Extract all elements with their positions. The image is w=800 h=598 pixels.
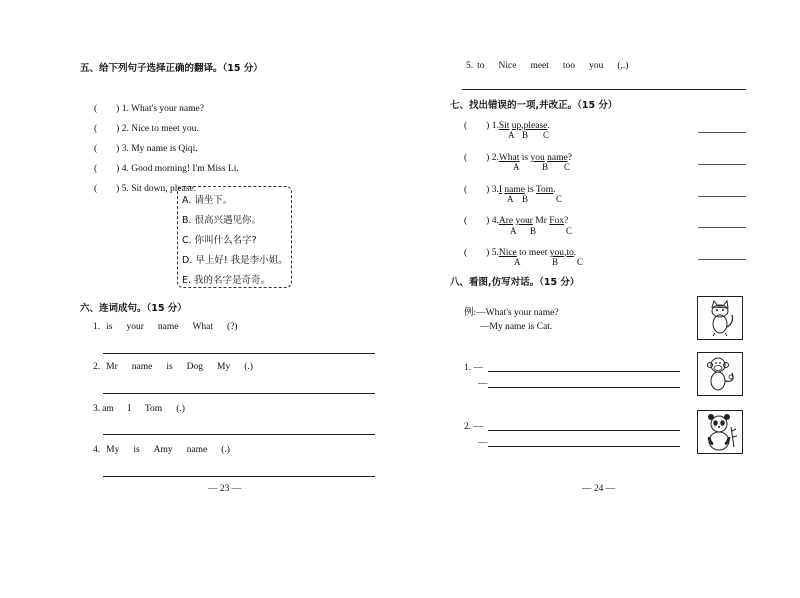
word: (,.) (617, 61, 629, 71)
sentence: 4. Good morning! I'm Miss Li. (121, 164, 239, 174)
option-a-text: I (498, 185, 502, 195)
letter-b: B (530, 226, 537, 236)
letter-a: A (507, 194, 514, 204)
s7-item-3 (464, 181, 556, 195)
s8-item-1-dash: — (478, 379, 488, 389)
section-8-title: 八、看图,仿写对话。（15 分） (450, 277, 580, 288)
word: your (126, 322, 144, 332)
word: My (106, 445, 120, 455)
letter-a: A (513, 162, 520, 172)
letter-c: C (577, 257, 584, 267)
option-b-text: your (515, 216, 533, 226)
answer-paren[interactable]: ( ) (464, 185, 490, 195)
word: (?) (227, 322, 238, 332)
plain-text: is (519, 153, 531, 163)
letter-c: C (566, 226, 573, 236)
word: is (106, 322, 113, 332)
word: is (166, 362, 173, 372)
panda-icon (698, 411, 742, 453)
s6-item-4 (93, 445, 244, 455)
answer-paren[interactable]: ( ) (94, 104, 120, 114)
word: My (217, 362, 231, 372)
option-c-text: please (523, 121, 548, 131)
answer-line-5[interactable] (462, 89, 746, 90)
section-5-title: 五、给下列句子选择正确的翻译。（15 分） (80, 63, 263, 74)
dialog-line-2b[interactable] (488, 446, 680, 447)
answer-paren[interactable]: ( ) (464, 248, 490, 258)
option-b-text: you (549, 248, 564, 258)
s7-item-2 (464, 149, 572, 163)
letter-c: C (543, 130, 550, 140)
s8-item-2-number: 2. — (464, 422, 483, 432)
option-a-text: Sit (498, 121, 510, 131)
word: you (589, 61, 604, 71)
option-a-text: Are (498, 216, 514, 226)
option-b-text: up (511, 121, 522, 131)
plain-text: , (521, 121, 524, 131)
answer-line-2[interactable] (103, 393, 375, 394)
section-7-title: 七、找出错误的一项,并改正。（15 分） (450, 100, 618, 111)
option-a-text: Nice (498, 248, 517, 258)
word: am (102, 404, 114, 414)
plain-text: . (547, 121, 550, 131)
monkey-picture (697, 352, 743, 396)
s6-item-3 (93, 404, 199, 414)
plain-text: Mr (532, 216, 550, 226)
word: Mr (106, 362, 118, 372)
letter-b: B (522, 194, 529, 204)
word: (.) (221, 445, 230, 455)
letter-a: A (510, 226, 517, 236)
item-number: 1. (491, 121, 499, 131)
word: name (157, 322, 179, 332)
word: I (127, 404, 131, 414)
plain-text: is (524, 185, 536, 195)
word: to (477, 61, 485, 71)
option-e: E. 我的名字是奇奇。 (182, 275, 271, 286)
item-number: 2. (491, 153, 499, 163)
example-question: 例:—What's your name? (464, 308, 559, 318)
s7-item-4 (464, 212, 568, 226)
s5-item-4 (94, 160, 239, 174)
dialog-line-1a[interactable] (488, 371, 680, 372)
s6-item-1 (93, 322, 252, 332)
plain-text: . (553, 185, 556, 195)
sentence: 5. Sit down, please. (121, 184, 197, 194)
answer-line-1[interactable] (103, 353, 375, 354)
answer-line-3[interactable] (103, 434, 375, 435)
letter-c: C (556, 194, 563, 204)
cat-picture (697, 296, 743, 340)
item-number: 4. (93, 445, 101, 455)
word: Amy (153, 445, 173, 455)
answer-paren[interactable]: ( ) (464, 121, 490, 131)
answer-paren[interactable]: ( ) (464, 153, 490, 163)
option-c-text: name (547, 153, 568, 163)
section-6-title: 六、连词成句。（15 分） (80, 303, 187, 314)
answer-paren[interactable]: ( ) (94, 184, 120, 194)
option-d: D. 早上好! 我是李小姐。 (182, 255, 288, 266)
s6-item-2 (93, 362, 267, 372)
answer-line-4[interactable] (103, 476, 375, 477)
word: Nice (498, 61, 517, 71)
cat-icon (698, 297, 742, 339)
option-b: B. 很高兴遇见你。 (182, 215, 262, 226)
panda-picture (697, 410, 743, 454)
sentence: 1. What's your name? (121, 104, 204, 114)
page-number-23: — 23 — (208, 484, 242, 494)
word: Dog (186, 362, 204, 372)
plain-text: ? (564, 216, 569, 226)
item-number: 5. (466, 61, 474, 71)
dialog-line-2a[interactable] (488, 430, 680, 431)
word: is (133, 445, 140, 455)
correction-line-3[interactable] (698, 196, 746, 197)
s7-item-5 (464, 244, 576, 258)
example-answer: —My name is Cat. (480, 322, 553, 332)
item-number: 3. (93, 404, 101, 414)
answer-paren[interactable]: ( ) (94, 144, 120, 154)
s5-item-2 (94, 120, 199, 134)
answer-paren[interactable]: ( ) (464, 216, 490, 226)
item-number: 1. (93, 322, 101, 332)
s5-item-1 (94, 100, 204, 114)
sentence: 3. My name is Qiqi. (121, 144, 198, 154)
item-number: 3. (491, 185, 499, 195)
word: name (131, 362, 153, 372)
plain-text: ? (567, 153, 572, 163)
plain-text: . (573, 248, 577, 258)
word: What (192, 322, 214, 332)
word: too (562, 61, 576, 71)
right-page (400, 0, 800, 598)
correction-line-5[interactable] (698, 259, 746, 260)
correction-line-4[interactable] (698, 227, 746, 228)
letter-b: B (542, 162, 549, 172)
item-number: 5. (491, 248, 499, 258)
option-a: A. 请坐下。 (182, 195, 233, 206)
answer-paren[interactable]: ( ) (94, 124, 120, 134)
letter-c: C (564, 162, 571, 172)
correction-line-2[interactable] (698, 164, 746, 165)
word: (.) (176, 404, 185, 414)
s5-item-3 (94, 140, 198, 154)
option-a-text: What (498, 153, 520, 163)
answer-paren[interactable]: ( ) (94, 164, 120, 174)
dialog-line-1b[interactable] (488, 387, 680, 388)
letter-b: B (522, 130, 529, 140)
s8-item-1-number: 1. — (464, 363, 483, 373)
option-b-text: name (504, 185, 525, 195)
letter-b: B (552, 257, 559, 267)
word: meet (530, 61, 549, 71)
option-c-text: Tom (535, 185, 554, 195)
word: name (186, 445, 208, 455)
word: Tom (144, 404, 163, 414)
plain-text: to meet (516, 248, 550, 258)
word: (.) (244, 362, 253, 372)
s8-item-2-dash: — (478, 438, 488, 448)
option-c-text: Fox (549, 216, 565, 226)
plain-text: , (564, 248, 567, 258)
option-c: C. 你叫什么名字? (182, 235, 257, 246)
monkey-icon (698, 353, 742, 395)
option-c-text: to (566, 248, 574, 258)
letter-a: A (508, 130, 515, 140)
item-number: 2. (93, 362, 101, 372)
option-b-text: you (530, 153, 545, 163)
s6-item-5 (466, 61, 642, 71)
letter-a: A (514, 257, 521, 267)
item-number: 4. (491, 216, 499, 226)
s7-item-1 (464, 117, 550, 131)
sentence: 2. Nice to meet you. (121, 124, 199, 134)
correction-line-1[interactable] (698, 132, 746, 133)
page-number-24: — 24 — (582, 484, 616, 494)
